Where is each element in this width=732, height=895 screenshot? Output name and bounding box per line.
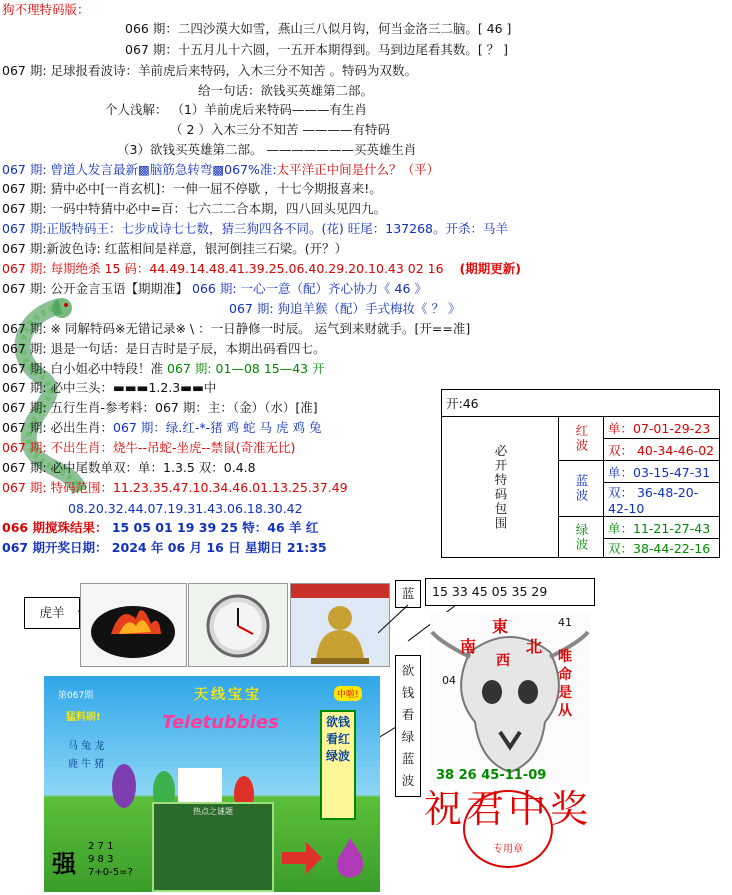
skull-left: 南	[460, 637, 477, 656]
riddle-067: 067 期：十五月儿十六圆，一五开本期得到。马到边尾看其数。[ ？ ]	[125, 42, 509, 57]
wave-table-open: 开:46	[442, 390, 720, 417]
wave-red-even: 双： 40-34-46-02	[604, 439, 720, 461]
line-analysis-1: 个人浅解： （1）羊前虎后来特码———有生肖	[105, 102, 367, 117]
line-code-king	[2, 220, 508, 237]
brain-teaser-answer: 太平洋正中间是什么？（平）	[276, 162, 440, 177]
poster-brand: Teletubbies	[162, 712, 279, 733]
line-analysis-2: （ 2 ）入木三分不知苦 ————有特码	[170, 122, 390, 137]
line-code-range: 067 期: 特码范围：11.23.35.47.10.34.46.01.13.25.37.49	[2, 480, 348, 493]
code-king-kill: 开杀：马羊	[445, 221, 509, 236]
white-lady-range: 067 期: 01—08 15—43 开	[167, 361, 325, 376]
line-zodiac-riddle: 067 期: 猜中必中[一肖玄机]：一伸一屈不停歇 ，十七今期报喜来!。	[2, 181, 382, 196]
golden-words-label: 067 期: 公开金言玉语【期期准】	[2, 281, 189, 296]
skull-num-tr: 41	[558, 616, 572, 629]
callout-tiger-sheep: 虎羊	[24, 597, 80, 629]
fire-bowl-graphic	[81, 584, 186, 666]
draw-result-numbers: 15 05 01 19 39 25 特：46 羊 红	[111, 520, 319, 535]
line-draw-result	[2, 519, 318, 536]
brain-teaser-label: 067 期: 曾道人发言最新▩脑筋急转弯▩067%准:	[2, 162, 277, 177]
white-lady-label: 067 期: 白小姐必中特段！准	[2, 361, 164, 376]
line-football-poem: 067 期: 足球报看波诗：羊前虎后来特码，入木三分不知苦 。特码为双数。	[2, 63, 417, 78]
poster-issue: 第067期	[58, 691, 94, 701]
wave-green-label: 绿波	[559, 517, 604, 558]
line-five-elements: 067 期: 五行生肖-参考料：067 期：主：（金）（水）[准]	[2, 400, 318, 415]
line-one-sentence: 给一句话：欲钱买英雄第二部。	[198, 83, 374, 98]
poster-title: 天线宝宝	[194, 687, 262, 703]
callout-numbers: 15 33 45 05 35 29	[425, 578, 595, 606]
golden-words-066: 066 期: 一心一意（配）齐心协力《 46 》	[192, 281, 427, 296]
line-auspicious: 067 期: 退是一句话：是日吉时是子辰，本期出码看四七。	[2, 341, 326, 356]
line-three-heads: 067 期: 必中三头：▬▬▬1.2.3▬▬中	[2, 380, 217, 395]
line-tail-numbers: 067 期: 必中尾数单双：单：1.3.5 双：0.4.8	[2, 460, 256, 475]
line-no-zodiac: 067 期: 不出生肖：烧牛--吊蛇-坐虎--禁鼠(奇准无比)	[2, 440, 296, 455]
wave-table-side: 必开特码包围	[442, 417, 559, 558]
image-buddha	[290, 583, 390, 667]
skull-right: 北	[526, 637, 543, 656]
poster-tag: 猛料刷!	[66, 712, 101, 723]
callout-money: 欲钱看绿蓝波	[395, 655, 421, 797]
poster-board-label: 热点之谜题	[193, 807, 233, 816]
line-must-zodiac	[2, 419, 321, 436]
wave-red-odd: 单：07-01-29-23	[604, 417, 720, 439]
image-clock	[188, 583, 288, 667]
kill-15-numbers: 067 期: 每期绝杀 15 码：44.49.14.48.41.39.25.06.40.29.20.10.43 02 16	[2, 261, 444, 276]
line-analysis-3: （3）欲钱买英雄第二部。 ———————买英雄生肖	[117, 142, 417, 157]
kill-15-note: (期期更新)	[459, 261, 521, 276]
image-fire-bowl	[80, 583, 187, 667]
line-golden-words-067: 067 期: 狗追羊猴（配）手式梅妆《 ？ 》	[229, 301, 461, 316]
poster-teletubbies	[44, 676, 380, 892]
line-white-lady	[2, 360, 325, 377]
page-title: 狗不理特码版：	[2, 2, 90, 17]
buddha-graphic	[291, 584, 389, 666]
stamp-seal	[463, 790, 553, 868]
must-zodiac-label: 067 期: 必出生肖：	[2, 420, 114, 435]
clock-graphic	[189, 584, 287, 666]
draw-result-label: 066 期搅珠结果：	[2, 520, 108, 535]
skull-num-l: 04	[442, 674, 456, 687]
wave-blue-odd: 单：03-15-47-31	[604, 461, 720, 483]
line-brain-teaser	[2, 161, 439, 178]
wave-green-odd: 单：11-21-27-43	[604, 517, 720, 539]
callout-blue: 蓝	[395, 580, 421, 608]
riddle-066: 066 期：二四沙漠大如雪，燕山三八似月钩，何当金洛三二脑。[ 46 ]	[125, 21, 512, 36]
poster-strong: 强	[52, 850, 76, 878]
poster-badge: 中啦!	[334, 686, 362, 701]
skull-side: 唯命是从	[558, 649, 572, 719]
poster-zodiac-side: 马 兔 龙 鹿 牛 猪	[68, 741, 105, 770]
line-draw-date: 067 期开奖日期： 2024 年 06 月 16 日 星期日 21:35	[2, 540, 327, 555]
line-wave-poem: 067 期:新波色诗: 红蓝相间是祥意，银河倒挂三石梁。(开？）	[2, 241, 348, 256]
wave-blue-even: 双： 36-48-20-42-10	[604, 483, 720, 517]
line-golden-words	[2, 280, 427, 297]
code-king-text: 067 期:正版特码王：七步成诗七七数，猜三狗四各不同。(花) 旺尾：137268。	[2, 221, 446, 236]
skull-center: 西	[496, 653, 510, 669]
poster-vertical-text: 欲钱看红绿波	[320, 710, 356, 820]
flame-icon	[328, 836, 372, 884]
line-code-range-2: 08.20.32.44.07.19.31.43.06.18.30.42	[68, 501, 303, 516]
line-kill-15	[2, 260, 521, 277]
must-zodiac-list: 067 期：绿.红-*-猪 鸡 蛇 马 虎 鸡 兔	[113, 420, 322, 435]
skull-bottom: 38 26 45-11-09	[436, 768, 547, 783]
line-same-solution: 067 期: ※ 同解特码※无错记录※ \ ：一日静修一时辰。 运气到来财就手。[开==准]	[2, 321, 471, 336]
stamp-big-text: 祝君中奖	[424, 787, 593, 831]
poster-board	[152, 802, 274, 892]
image-skull	[430, 612, 590, 784]
poster-puzzle: 2 7 1 9 8 3 7+0-5=?	[88, 841, 133, 878]
wave-table	[441, 389, 720, 558]
wave-red-label: 红波	[559, 417, 604, 461]
stamp-seal-text: 专用章	[493, 844, 523, 855]
wave-blue-label: 蓝波	[559, 461, 604, 517]
line-one-code: 067 期: 一码中特猜中必中=百：七六二二合本期，四八回头见四九。	[2, 201, 386, 216]
skull-top: 東	[492, 617, 509, 636]
wave-green-even: 双：38-44-22-16	[604, 539, 720, 558]
arrow-right-icon	[280, 840, 324, 876]
